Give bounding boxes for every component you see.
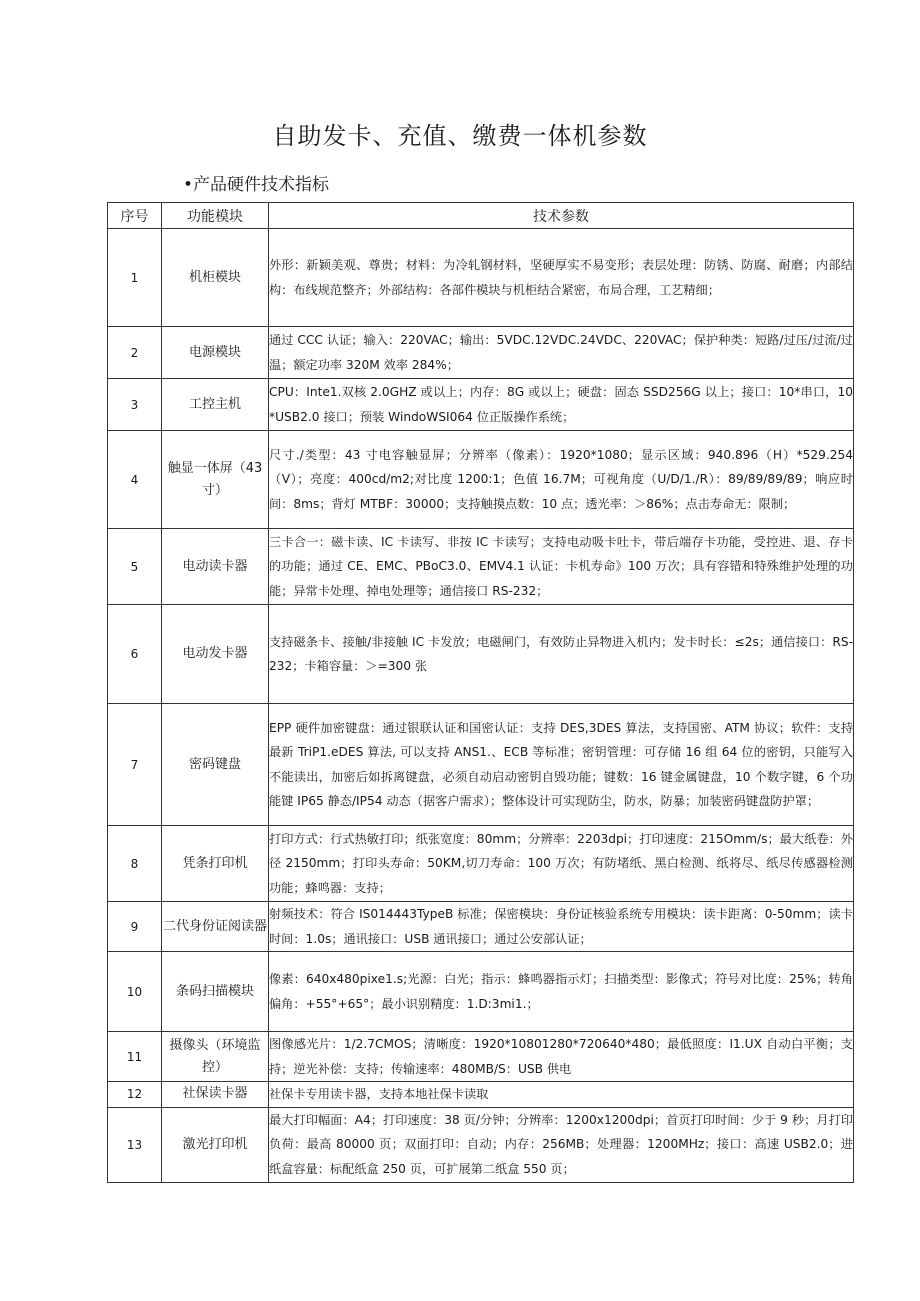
row-no: 9 — [108, 902, 162, 952]
row-no: 3 — [108, 379, 162, 431]
table-row — [108, 826, 854, 902]
table-row — [108, 431, 854, 529]
row-no: 10 — [108, 952, 162, 1032]
row-no: 8 — [108, 826, 162, 902]
table-row — [108, 529, 854, 605]
header-no: 序号 — [108, 203, 162, 229]
row-module: 电动读卡器 — [162, 529, 269, 605]
row-no: 1 — [108, 229, 162, 327]
table-row — [108, 952, 854, 1032]
row-no: 12 — [108, 1082, 162, 1108]
row-tech: 最大打印幅面：A4；打印速度：38 页/分钟；分辨率：1200x1200dpi；首页打印时间：少于 9 秒；月打印负荷：最高 80000 页；双面打印：自动；内存：256MB；处理器：1200MHz；接口：高速 USB2.0；进纸盒容量：标配纸盒 250 页，可扩展第二纸盒 550 页； — [269, 1107, 854, 1182]
table-row — [108, 1032, 854, 1082]
row-no: 5 — [108, 529, 162, 605]
row-module: 电动发卡器 — [162, 605, 269, 704]
row-tech: CPU：Inte1.双核 2.0GHZ 或以上；内存：8G 或以上；硬盘：固态 SSD256G 以上；接口：10*串口，10*USB2.0 接口；预装 WindoWSI064 位正版操作系统； — [269, 379, 854, 431]
row-tech: 通过 CCC 认证；输入：220VAC；输出：5VDC.12VDC.24VDC、220VAC；保护种类：短路/过压/过流/过温；额定功率 320M 效率 284%； — [269, 327, 854, 379]
row-module: 电源模块 — [162, 327, 269, 379]
row-tech: 尺寸./类型：43 寸电容触显屏；分辨率（像素）：1920*1080；显示区域：940.896（H）*529.254（V）；亮度：400cd/m2;对比度 1200:1；色值 16.7M；可视角度（U/D/1./R）：89/89/89/89；响应时间：8ms；背灯 MTBF：30000；支持触摸点数：10 点；透光率：＞86%；点击寿命无：限制； — [269, 431, 854, 529]
page-title: 自助发卡、充值、缴费一体机参数 — [272, 122, 648, 150]
row-no: 13 — [108, 1107, 162, 1182]
table-row — [108, 1107, 854, 1182]
table-row — [108, 327, 854, 379]
row-module: 摄像头（环境监控） — [162, 1032, 269, 1082]
row-module: 工控主机 — [162, 379, 269, 431]
row-no: 4 — [108, 431, 162, 529]
table-row — [108, 605, 854, 704]
row-no: 11 — [108, 1032, 162, 1082]
row-tech: 图像感光片：1/2.7CMOS；清晰度：1920*10801280*720640*480；最低照度：I1.UX 自动白平衡；支持；逆光补偿：支持；传输速率：480MB/S：USB 供电 — [269, 1032, 854, 1082]
table-row — [108, 704, 854, 826]
row-module: 二代身份证阅读器 — [162, 902, 269, 952]
row-module: 机柜模块 — [162, 229, 269, 327]
row-tech: 社保卡专用读卡器，支持本地社保卡读取 — [269, 1082, 854, 1108]
header-tech: 技术参数 — [269, 203, 854, 229]
row-module: 凭条打印机 — [162, 826, 269, 902]
section-heading: •产品硬件技术指标 — [183, 175, 330, 195]
row-no: 6 — [108, 605, 162, 704]
row-tech: 支持磁条卡、接触/非接触 IC 卡发放；电磁闸门，有效防止异物进入机内；发卡时长：≤2s；通信接口：RS-232；卡箱容量：＞=300 张 — [269, 605, 854, 704]
table-header-row — [108, 203, 854, 229]
row-module: 激光打印机 — [162, 1107, 269, 1182]
table-row — [108, 229, 854, 327]
header-module: 功能模块 — [162, 203, 269, 229]
row-no: 7 — [108, 704, 162, 826]
row-module: 触显一体屏（43寸） — [162, 431, 269, 529]
row-module: 密码键盘 — [162, 704, 269, 826]
row-tech: 三卡合一：磁卡读、IC 卡读写、非按 IC 卡读写；支持电动吸卡吐卡，带后端存卡功能，受控进、退、存卡的功能；通过 CE、EMC、PBoC3.0、EMV4.1 认证：卡机寿命》100 万次；具有容错和特殊维护处理的功能；异常卡处理、掉电处理等；通信接口 RS-232； — [269, 529, 854, 605]
table-row — [108, 1082, 854, 1108]
row-tech: 射频技术：符合 IS014443TypeB 标准；保密模块：身份证核验系统专用模块：读卡距离：0-50mm；读卡时间：1.0s；通讯接口：USB 通讯接口；通过公安部认证； — [269, 902, 854, 952]
table-row — [108, 379, 854, 431]
row-no: 2 — [108, 327, 162, 379]
row-tech: 像素：640x480pixe1.s;光源：白光；指示：蜂鸣器指示灯；扫描类型：影像式；符号对比度：25%；转角偏角：+55°+65°；最小识别精度：1.D:3mi1.； — [269, 952, 854, 1032]
spec-table — [107, 202, 854, 1183]
row-tech: 打印方式：行式热敏打印；纸张宽度：80mm；分辨率：2203dpi；打印速度：215Omm/s；最大纸卷：外径 2150mm；打印头寿命：50KM,切刀寿命：100 万次；有防堵纸、黑白检测、纸将尽、纸尽传感器检测功能；蜂鸣器：支持； — [269, 826, 854, 902]
row-module: 社保读卡器 — [162, 1082, 269, 1108]
row-module: 条码扫描模块 — [162, 952, 269, 1032]
row-tech: EPP 硬件加密键盘：通过银联认证和国密认证：支持 DES,3DES 算法，支持国密、ATM 协议；软件：支持最新 TriP1.eDES 算法, 可以支持 ANS1.、ECB 等标准；密钥管理：可存储 16 组 64 位的密钥，只能写入不能读出，加密后如拆离键盘，必须自动启动密钥自毁功能；键数：16 键金属键盘，10 个数字键，6 个功能键 IP65 静态/IP54 动态（据客户需求）；整体设计可实现防尘，防水，防暴；加装密码键盘防护罩； — [269, 704, 854, 826]
table-row — [108, 902, 854, 952]
row-tech: 外形：新颖美观、尊贵；材料：为冷轧钢材料，坚硬厚实不易变形；表层处理：防锈、防腐、耐磨；内部结构：布线规范整齐；外部结构：各部件模块与机柜结合紧密，布局合理，工艺精细； — [269, 229, 854, 327]
